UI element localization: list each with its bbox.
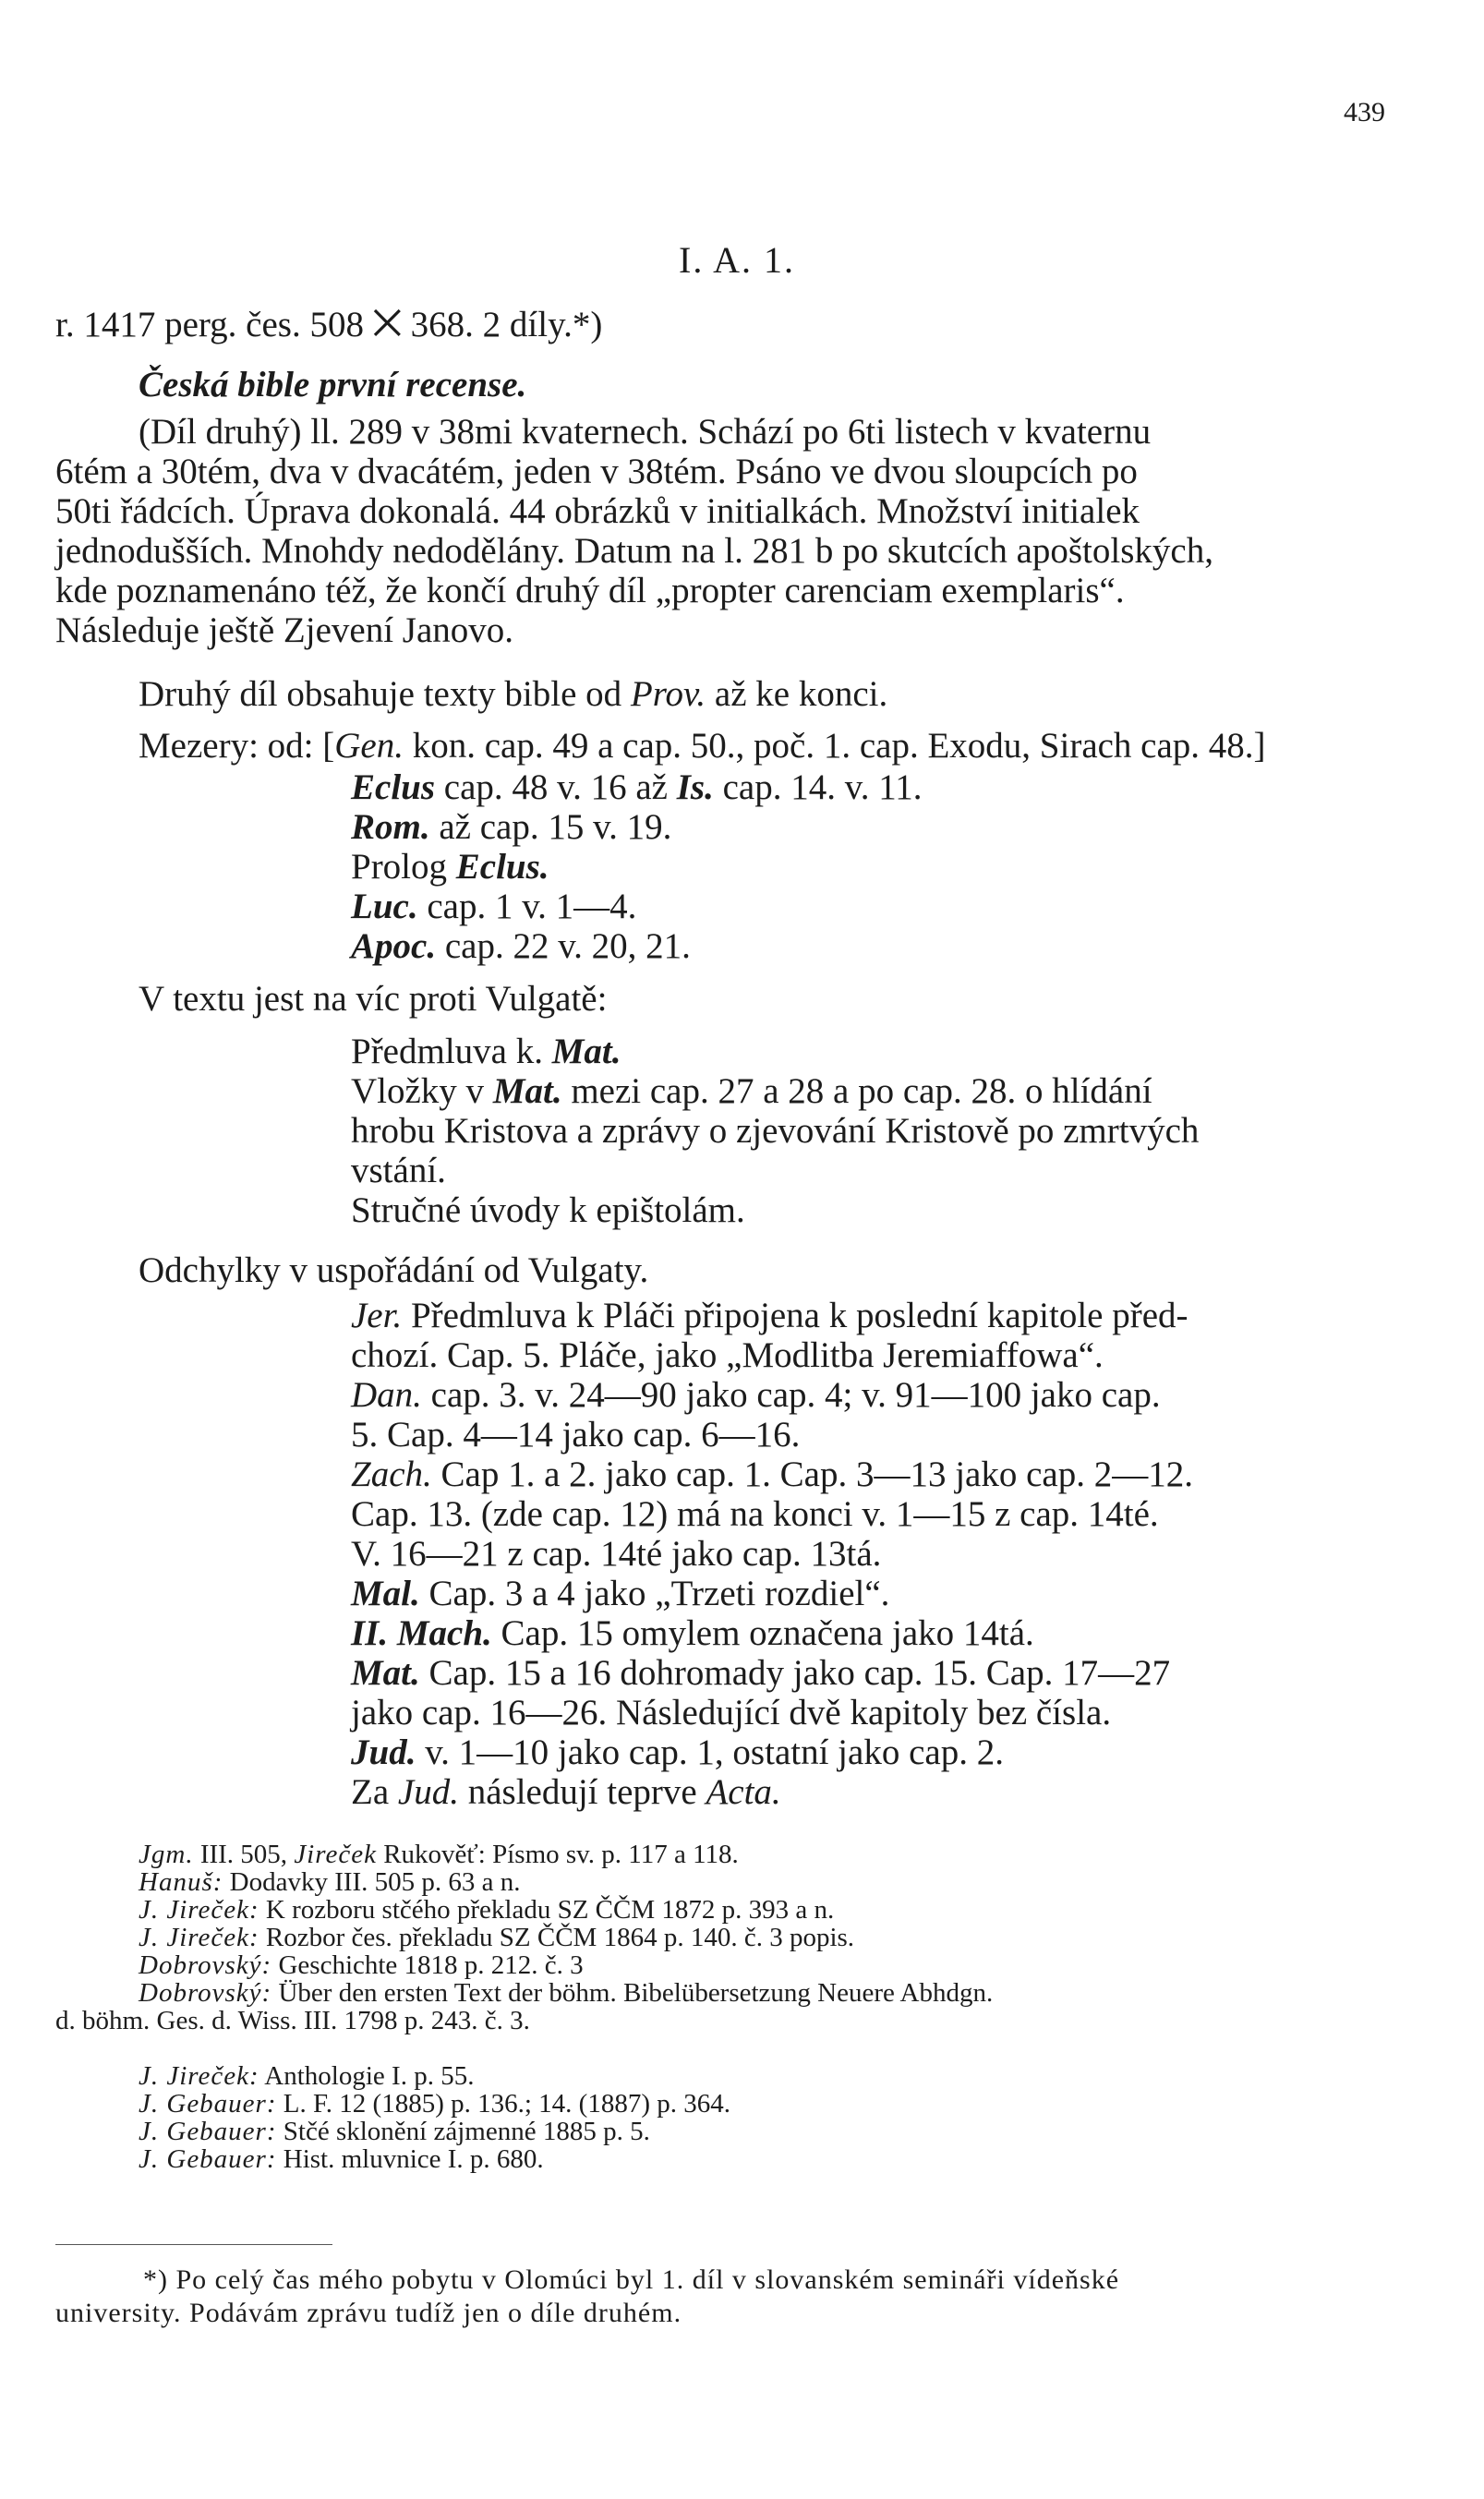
description-line: kde poznamenáno též, že končí druhý díl „propter carenciam exemplaris“. [55, 571, 1125, 610]
deviation-line: Mal. Cap. 3 a 4 jako „Trzeti rozdiel“. [351, 1574, 890, 1613]
book-name: Eclus. [455, 847, 549, 887]
description-line: 6tém a 30tém, dva v dvacátém, jeden v 38tém. Psáno ve dvou sloupcích po [55, 452, 1138, 491]
description-line: jednodušších. Mnohdy nedodělány. Datum na l. 281 b po skutcích apoštolských, [55, 531, 1213, 571]
book-name: Apoc. [351, 926, 437, 966]
gap-item: Prolog Eclus. [351, 847, 549, 887]
deviation-line: Jer. Předmluva k Pláči připojena k poslední kapitole před- [351, 1296, 1188, 1335]
reference-author: J. Gebauer: [139, 2089, 277, 2119]
deviation-line: chozí. Cap. 5. Pláče, jako „Modlitba Jeremiaffowa“. [351, 1335, 1104, 1375]
book-name: Jud. [397, 1772, 459, 1812]
gap-item: Eclus cap. 48 v. 16 až Is. cap. 14. v. 11. [351, 767, 923, 807]
page-number: 439 [1344, 97, 1385, 127]
gap-item: Luc. cap. 1 v. 1—4. [351, 887, 637, 926]
description-line: 50ti řádcích. Úprava dokonalá. 44 obrázků v initialkách. Množství initialek [55, 491, 1140, 531]
reference-line: Jgm. III. 505, Jireček Rukověť: Písmo sv. p. 117 a 118. [139, 1840, 739, 1869]
reference-author: Dobrovský: [139, 1978, 272, 2008]
reference-author: J. Jireček: [139, 1923, 259, 1952]
book-name: Eclus [351, 767, 436, 807]
book-name: Gen. [334, 726, 404, 766]
deviation-line: jako cap. 16—26. Následující dvě kapitoly bez čísla. [351, 1693, 1112, 1732]
contents-line: Druhý díl obsahuje texty bible od Prov. až ke konci. [139, 674, 888, 714]
deviation-line: Cap. 13. (zde cap. 12) má na konci v. 1—15 z cap. 14té. [351, 1494, 1159, 1534]
extra-item: vstání. [351, 1151, 446, 1190]
gaps-line: Mezery: od: [Gen. kon. cap. 49 a cap. 50., poč. 1. cap. Exodu, Sirach cap. 48.] [139, 726, 1266, 766]
book-name: Mat. [551, 1032, 621, 1071]
book-name: Rom. [351, 807, 430, 847]
extra-item: hrobu Kristova a zprávy o zjevování Kristově po zmrtvých [351, 1111, 1200, 1151]
book-name: Mat. [492, 1071, 562, 1111]
reference-author: Dobrovský: [139, 1950, 272, 1980]
footnote-line: university. Podávám zprávu tudíž jen o díle druhém. [55, 2298, 682, 2328]
gap-item: Apoc. cap. 22 v. 20, 21. [351, 926, 691, 966]
reference-author: J. Jireček: [139, 1895, 259, 1925]
book-name: Zach. [351, 1455, 432, 1494]
reference-author: J. Gebauer: [139, 2117, 277, 2146]
reference-line: J. Gebauer: L. F. 12 (1885) p. 136.; 14. (1887) p. 364. [139, 2089, 730, 2119]
reference-line: J. Jireček: Anthologie I. p. 55. [139, 2061, 475, 2091]
reference-author: Jireček [294, 1840, 377, 1869]
book-name: Acta. [706, 1772, 781, 1812]
manuscript-signature: I. A. 1. [679, 239, 795, 281]
deviation-line: Jud. v. 1—10 jako cap. 1, ostatní jako cap. 2. [351, 1732, 1004, 1772]
footnote-line: *) Po celý čas mého pobytu v Olomúci byl 1. díl v slovanském semináři vídeňské [143, 2264, 1120, 2295]
reference-line: J. Gebauer: Stčé sklonění zájmenné 1885 p. 5. [139, 2117, 650, 2146]
reference-line: Dobrovský: Geschichte 1818 p. 212. č. 3 [139, 1950, 584, 1980]
reference-line: d. böhm. Ges. d. Wiss. III. 1798 p. 243. č. 3. [55, 2006, 530, 2035]
book-name: Prov. [630, 674, 706, 714]
extra-label: V textu jest na víc proti Vulgatě: [139, 979, 608, 1019]
extra-item: Stručné úvody k epištolám. [351, 1190, 745, 1230]
footnote-divider [55, 2244, 332, 2245]
book-name: Mal. [351, 1574, 420, 1613]
reference-author: J. Gebauer: [139, 2144, 277, 2174]
description-line: Následuje ještě Zjevení Janovo. [55, 610, 514, 650]
deviations-label: Odchylky v uspořádání od Vulgaty. [139, 1250, 649, 1290]
deviation-line: Dan. cap. 3. v. 24—90 jako cap. 4; v. 91—100 jako cap. [351, 1375, 1161, 1415]
book-name: II. Mach. [351, 1613, 492, 1653]
reference-author: Hanuš: [139, 1867, 223, 1897]
reference-line: J. Jireček: K rozboru stčého překladu SZ ČČM 1872 p. 393 a n. [139, 1895, 835, 1925]
deviation-line: Mat. Cap. 15 a 16 dohromady jako cap. 15. Cap. 17—27 [351, 1653, 1171, 1693]
extra-item: Předmluva k. Mat. [351, 1032, 621, 1071]
book-name: Dan. [351, 1375, 422, 1415]
book-name: Jud. [351, 1732, 416, 1772]
reference-line: Hanuš: Dodavky III. 505 p. 63 a n. [139, 1867, 521, 1897]
extra-item: Vložky v Mat. mezi cap. 27 a 28 a po cap. 28. o hlídání [351, 1071, 1152, 1111]
book-name: Luc. [351, 887, 418, 926]
deviation-line: Za Jud. následují teprve Acta. [351, 1772, 781, 1812]
description-line: (Díl druhý) ll. 289 v 38mi kvaternech. Schází po 6ti listech v kvaternu [139, 412, 1152, 452]
deviation-line: V. 16—21 z cap. 14té jako cap. 13tá. [351, 1534, 882, 1574]
gaps-label: Mezery: od: [139, 726, 323, 766]
reference-author: Jgm. [139, 1840, 194, 1869]
deviation-line: II. Mach. Cap. 15 omylem označena jako 14tá. [351, 1613, 1034, 1653]
reference-line: Dobrovský: Über den ersten Text der böhm. Bibelübersetzung Neuere Abhdgn. [139, 1978, 994, 2008]
book-name: Jer. [351, 1296, 403, 1335]
gap-item: Rom. až cap. 15 v. 19. [351, 807, 672, 847]
document-title: Česká bible první recense. [139, 365, 527, 404]
book-name: Mat. [351, 1653, 420, 1693]
header-line: r. 1417 perg. čes. 508 ⨉ 368. 2 díly.*) [55, 305, 603, 344]
deviation-line: Zach. Cap 1. a 2. jako cap. 1. Cap. 3—13 jako cap. 2—12. [351, 1455, 1193, 1494]
reference-author: J. Jireček: [139, 2061, 259, 2091]
deviation-line: 5. Cap. 4—14 jako cap. 6—16. [351, 1415, 801, 1455]
reference-line: J. Gebauer: Hist. mluvnice I. p. 680. [139, 2144, 544, 2174]
book-name: Is. [676, 767, 714, 807]
reference-line: J. Jireček: Rozbor čes. překladu SZ ČČM 1864 p. 140. č. 3 popis. [139, 1923, 855, 1952]
